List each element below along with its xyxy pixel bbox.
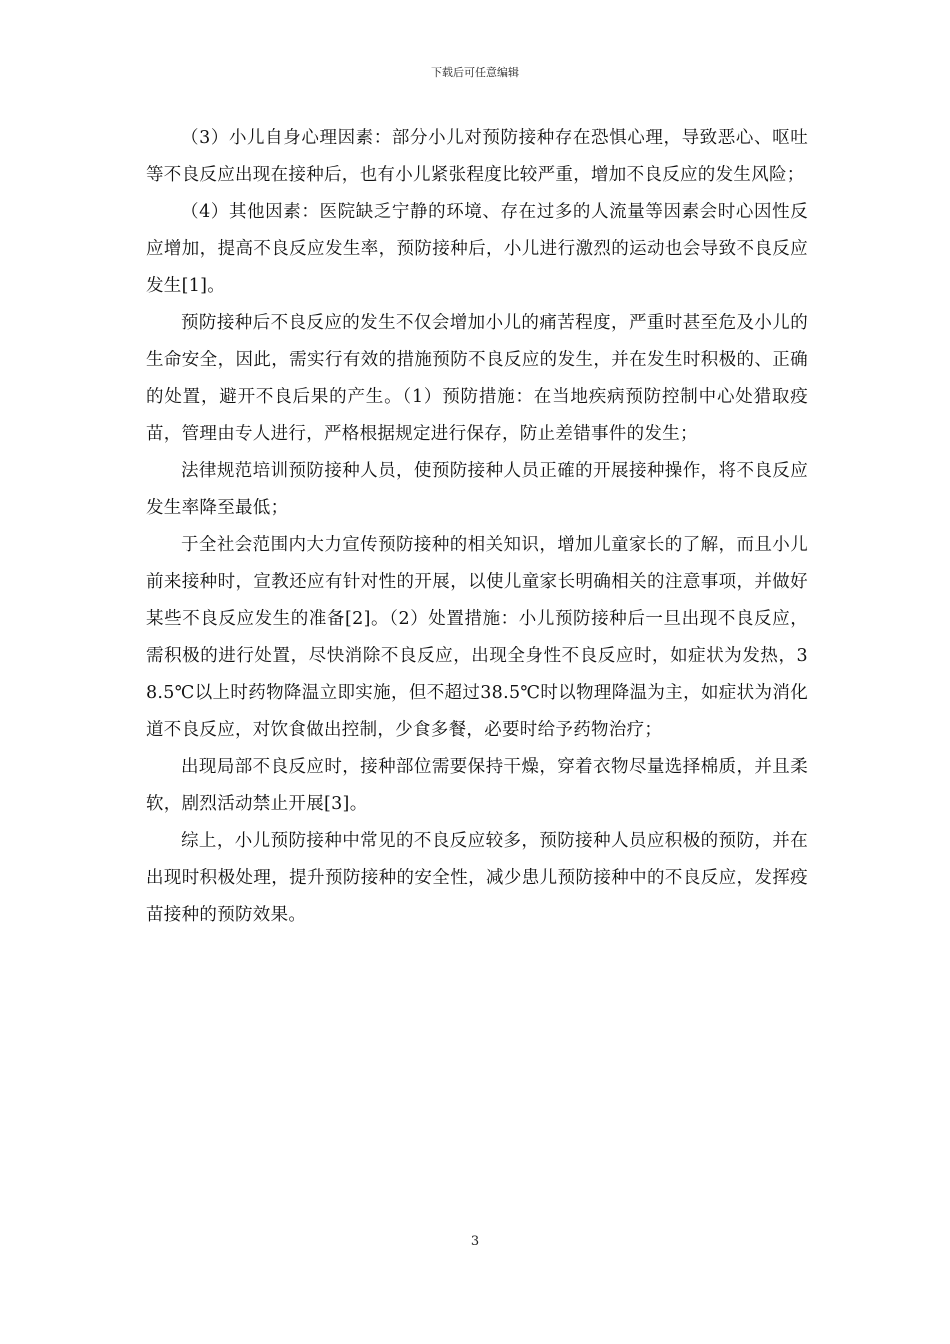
paragraph-psychological-factors: （3）小儿自身心理因素：部分小儿对预防接种存在恐惧心理，导致恶心、呕吐等不良反应出现在接种后，也有小儿紧张程度比较严重，增加不良反应的发生风险； — [146, 128, 808, 185]
paragraph-other-factors: （4）其他因素：医院缺乏宁静的环境、存在过多的人流量等因素会时心因性反应增加，提高不良反应发生率，预防接种后，小儿进行激烈的运动也会导致不良反应发生[1]。 — [146, 202, 808, 296]
paragraph-local-reaction: 出现局部不良反应时，接种部位需要保持干燥，穿着衣物尽量选择棉质，并且柔软，剧烈活动禁止开展[3]。 — [146, 757, 808, 814]
paragraph-publicity-and-handling: 于全社会范围内大力宣传预防接种的相关知识，增加儿童家长的了解，而且小儿前来接种时，宣教还应有针对性的开展，以使儿童家长明确相关的注意事项，并做好某些不良反应发生的准备[2]。（2）处置措施：小儿预防接种后一旦出现不良反应，需积极的进行处置，尽快消除不良反应，出现全身性不良反应时，如症状为发热，38.5℃以上时药物降温立即实施，但不超过38.5℃时以物理降温为主，如症状为消化道不良反应，对饮食做出控制，少食多餐，必要时给予药物治疗； — [146, 535, 808, 740]
paragraph-conclusion: 综上，小儿预防接种中常见的不良反应较多，预防接种人员应积极的预防，并在出现时积极处理，提升预防接种的安全性，减少患儿预防接种中的不良反应，发挥疫苗接种的预防效果。 — [146, 831, 808, 925]
page-header: 下载后可任意编辑 — [431, 66, 519, 79]
paragraph-prevention-measures: 预防接种后不良反应的发生不仅会增加小儿的痛苦程度，严重时甚至危及小儿的生命安全，因此，需实行有效的措施预防不良反应的发生，并在发生时积极的、正确的处置，避开不良后果的产生。（1）预防措施：在当地疾病预防控制中心处猎取疫苗，管理由专人进行，严格根据规定进行保存，防止差错事件的发生； — [146, 313, 808, 444]
page-number: 3 — [470, 1234, 480, 1249]
paragraph-staff-training: 法律规范培训预防接种人员，使预防接种人员正確的开展接种操作，将不良反应发生率降至最低； — [146, 461, 808, 518]
document-body — [146, 120, 808, 934]
